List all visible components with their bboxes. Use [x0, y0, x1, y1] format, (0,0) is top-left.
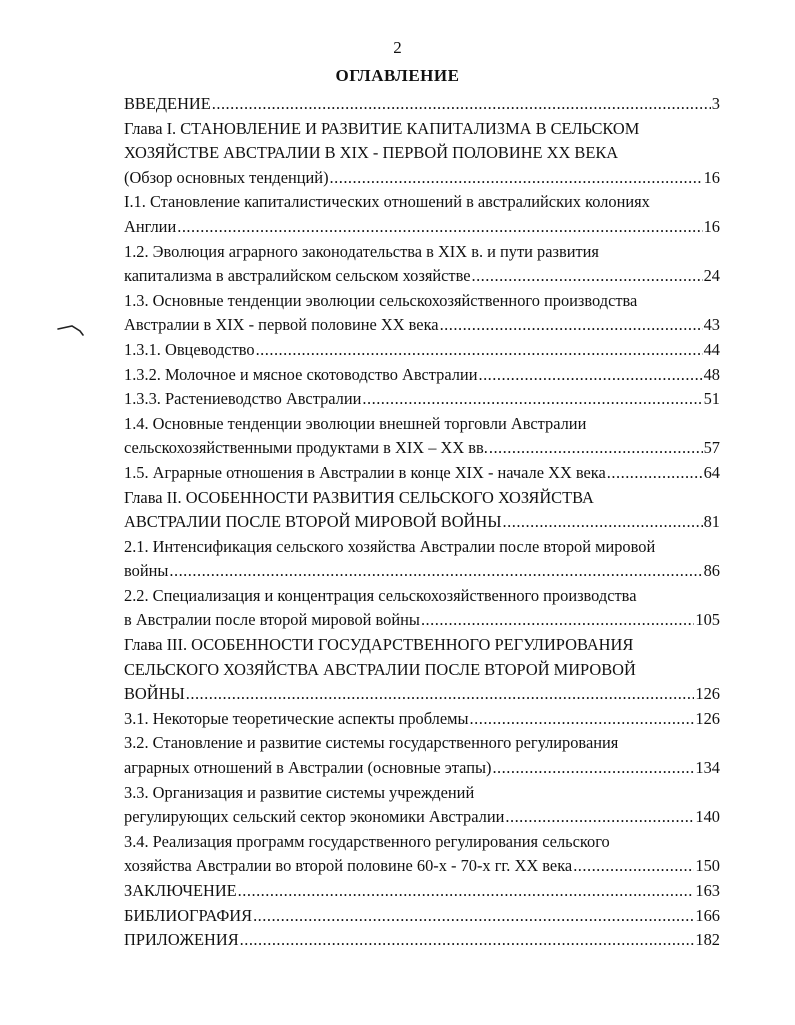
toc-entry[interactable] [124, 461, 720, 486]
dot-leader [607, 461, 703, 486]
toc-entry[interactable] [124, 190, 720, 239]
toc-entry[interactable] [124, 879, 720, 904]
dot-leader [492, 756, 694, 781]
toc-page-number: 150 [695, 856, 720, 876]
toc-page-number: 24 [703, 266, 720, 286]
dot-leader [440, 313, 703, 338]
toc-page-number: 51 [703, 389, 720, 409]
toc-entry-title: аграрных отношений в Австралии (основные этапы) [124, 758, 492, 778]
toc-entry-line: СЕЛЬСКОГО ХОЗЯЙСТВА АВСТРАЛИИ ПОСЛЕ ВТОРОЙ МИРОВОЙ [124, 659, 636, 679]
toc-entry-title: Англии [124, 216, 177, 236]
toc-entry-title: в Австралии после второй мировой войны [124, 610, 420, 630]
toc-entry[interactable] [124, 338, 720, 363]
dot-leader [212, 92, 711, 117]
toc-entry-title: 1.5. Аграрные отношения в Австралии в конце XIX - начале XX века [124, 462, 606, 482]
toc-page-number: 64 [703, 462, 720, 482]
dot-leader [503, 510, 703, 535]
toc-entry-line: 3.3. Организация и развитие системы учреждений [124, 782, 475, 802]
toc-entry-line: 3.2. Становление и развитие системы государственного регулирования [124, 733, 619, 753]
toc-page-number: 105 [695, 610, 720, 630]
toc-entry-title: капитализма в австралийском сельском хозяйстве [124, 266, 471, 286]
dot-leader [256, 338, 703, 363]
toc-entry-line: 3.4. Реализация программ государственного регулирования сельского [124, 831, 610, 851]
toc-entry[interactable] [124, 387, 720, 412]
toc-entry-title: ПРИЛОЖЕНИЯ [124, 930, 239, 950]
toc-entry-title: БИБЛИОГРАФИЯ [124, 905, 253, 925]
toc-entry-title: Австралии в XIX - первой половине XX века [124, 315, 439, 335]
toc-entry-line: 2.1. Интенсификация сельского хозяйства Австралии после второй мировой [124, 536, 656, 556]
toc-entry[interactable] [124, 363, 720, 388]
toc-entry-title: ВОЙНЫ [124, 684, 185, 704]
toc-page-number: 182 [695, 930, 720, 950]
toc-entry-line: Глава II. ОСОБЕННОСТИ РАЗВИТИЯ СЕЛЬСКОГО ХОЗЯЙСТВА [124, 487, 594, 507]
toc-page-number: 134 [695, 758, 720, 778]
dot-leader [253, 904, 694, 929]
toc-page-number: 86 [703, 561, 720, 581]
toc-entry-line: ХОЗЯЙСТВЕ АВСТРАЛИИ В XIX - ПЕРВОЙ ПОЛОВИНЕ XX ВЕКА [124, 143, 619, 163]
toc-page-number: 16 [703, 167, 720, 187]
dot-leader [169, 559, 702, 584]
dot-leader [478, 363, 702, 388]
toc-entry-line: 1.3. Основные тенденции эволюции сельскохозяйственного производства [124, 290, 638, 310]
toc-page-number: 126 [695, 708, 720, 728]
toc-entry-title: АВСТРАЛИИ ПОСЛЕ ВТОРОЙ МИРОВОЙ ВОЙНЫ [124, 512, 502, 532]
toc-entry[interactable] [124, 535, 720, 584]
toc-entry[interactable] [124, 707, 720, 732]
toc-entry[interactable] [124, 830, 720, 879]
toc-entry[interactable] [124, 412, 720, 461]
toc-entry[interactable] [124, 92, 720, 117]
dot-leader [186, 682, 695, 707]
toc-entry-title: войны [124, 561, 169, 581]
toc-page-number: 43 [703, 315, 720, 335]
dot-leader [421, 608, 694, 633]
toc-entry-title: регулирующих сельский сектор экономики Австралии [124, 807, 505, 827]
dot-leader [505, 805, 694, 830]
dot-leader [240, 928, 695, 953]
dot-leader [489, 436, 703, 461]
dot-leader [330, 166, 703, 191]
toc-entry[interactable] [124, 781, 720, 830]
toc-entry[interactable] [124, 633, 720, 707]
toc-entry-line: I.1. Становление капиталистических отношений в австралийских колониях [124, 192, 650, 212]
toc-entry-title: ЗАКЛЮЧЕНИЕ [124, 881, 237, 900]
toc-entry[interactable] [124, 240, 720, 289]
toc-entry-title: сельскохозяйственными продуктами в XIX – XX вв. [124, 438, 488, 458]
toc-page-number: 140 [695, 807, 720, 827]
toc-entry[interactable] [124, 584, 720, 633]
toc-page-number: 57 [703, 438, 720, 458]
toc-entry-title: 3.1. Некоторые теоретические аспекты проблемы [124, 708, 469, 728]
toc-page-number: 48 [703, 364, 720, 384]
dot-leader [362, 387, 702, 412]
toc-page-number: 163 [695, 881, 720, 900]
toc-entry-line: 1.2. Эволюция аграрного законодательства в XIX в. и пути развития [124, 241, 599, 261]
toc-entry-title: 1.3.2. Молочное и мясное скотоводство Австралии [124, 364, 478, 384]
dot-leader [471, 264, 702, 289]
toc-entry-title: 1.3.1. Овцеводство [124, 339, 255, 359]
toc-entry[interactable] [124, 731, 720, 780]
toc-entry-line: Глава III. ОСОБЕННОСТИ ГОСУДАРСТВЕННОГО РЕГУЛИРОВАНИЯ [124, 635, 634, 655]
toc-entry[interactable] [124, 904, 720, 929]
toc-entry-line: 1.4. Основные тенденции эволюции внешней торговли Австралии [124, 413, 587, 433]
toc-page-number: 81 [703, 512, 720, 532]
toc-entry[interactable] [124, 289, 720, 338]
toc-page-number: 16 [703, 216, 720, 236]
toc-entry-title: ВВЕДЕНИЕ [124, 94, 211, 113]
page-number: 2 [393, 38, 402, 57]
dot-leader [470, 707, 695, 732]
margin-pen-mark [56, 322, 84, 336]
toc-page-number: 126 [695, 684, 720, 704]
dot-leader [177, 215, 702, 240]
table-of-contents [124, 92, 720, 953]
toc-page-number: 44 [703, 339, 720, 359]
dot-leader [573, 854, 694, 879]
toc-page-number: 3 [711, 94, 720, 113]
dot-leader [238, 879, 695, 904]
toc-entry-title: (Обзор основных тенденций) [124, 167, 329, 187]
toc-page-number: 166 [695, 905, 720, 925]
toc-entry[interactable] [124, 486, 720, 535]
toc-entry-title: 1.3.3. Растениеводство Австралии [124, 389, 362, 409]
toc-entry-line: 2.2. Специализация и концентрация сельскохозяйственного производства [124, 585, 637, 605]
toc-entry[interactable] [124, 928, 720, 953]
toc-entry-title: хозяйства Австралии во второй половине 60-х - 70-х гг. XX века [124, 856, 573, 876]
toc-entry[interactable] [124, 117, 720, 191]
toc-entry-line: Глава I. СТАНОВЛЕНИЕ И РАЗВИТИЕ КАПИТАЛИЗМА В СЕЛЬСКОМ [124, 118, 640, 138]
page-title: ОГЛАВЛЕНИЕ [335, 66, 460, 85]
